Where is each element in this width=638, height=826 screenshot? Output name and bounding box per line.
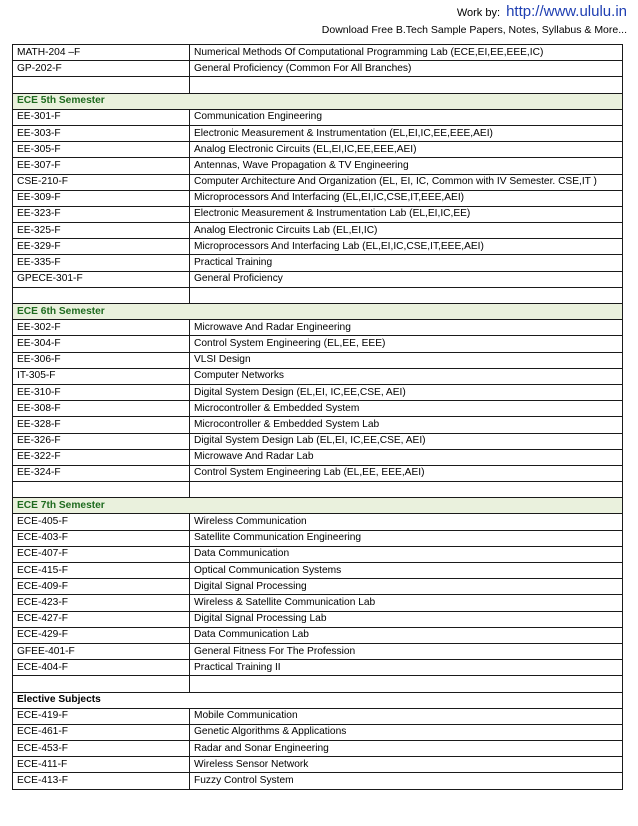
course-title: Wireless Communication <box>190 514 623 530</box>
blank-cell <box>13 77 190 93</box>
course-code: EE-307-F <box>13 158 190 174</box>
table-row <box>13 401 623 417</box>
blank-row <box>13 287 623 303</box>
blank-cell <box>13 287 190 303</box>
course-title: Satellite Communication Engineering <box>190 530 623 546</box>
course-title: Computer Networks <box>190 368 623 384</box>
table-row <box>13 142 623 158</box>
table-row <box>13 546 623 562</box>
course-code: EE-304-F <box>13 336 190 352</box>
table-row <box>13 660 623 676</box>
course-code: ECE-423-F <box>13 595 190 611</box>
table-row <box>13 336 623 352</box>
course-title: Practical Training <box>190 255 623 271</box>
course-title: Control System Engineering (EL,EE, EEE) <box>190 336 623 352</box>
course-title: Digital System Design (EL,EI, IC,EE,CSE, AEI) <box>190 384 623 400</box>
course-code: CSE-210-F <box>13 174 190 190</box>
course-title: Microcontroller & Embedded System <box>190 401 623 417</box>
work-by-label: Work by: <box>456 7 501 19</box>
course-title: Data Communication Lab <box>190 627 623 643</box>
course-code: GP-202-F <box>13 61 190 77</box>
table-row <box>13 45 623 61</box>
blank-row <box>13 676 623 692</box>
course-code: EE-301-F <box>13 109 190 125</box>
semester-heading-row <box>13 304 623 320</box>
course-title: Mobile Communication <box>190 708 623 724</box>
course-code: ECE-419-F <box>13 708 190 724</box>
table-row <box>13 239 623 255</box>
course-code: EE-328-F <box>13 417 190 433</box>
course-title: Analog Electronic Circuits Lab (EL,EI,IC) <box>190 223 623 239</box>
table-row <box>13 433 623 449</box>
table-row <box>13 530 623 546</box>
blank-cell <box>13 676 190 692</box>
page-header <box>322 4 627 38</box>
course-code: ECE-407-F <box>13 546 190 562</box>
table-row <box>13 724 623 740</box>
course-code: MATH-204 –F <box>13 45 190 61</box>
course-code: EE-324-F <box>13 465 190 481</box>
table-row <box>13 109 623 125</box>
table-row <box>13 449 623 465</box>
course-code: ECE-453-F <box>13 741 190 757</box>
table-row <box>13 271 623 287</box>
course-title: Electronic Measurement & Instrumentation (EL,EI,IC,EE,EEE,AEI) <box>190 125 623 141</box>
blank-row <box>13 77 623 93</box>
table-row <box>13 514 623 530</box>
table-row <box>13 352 623 368</box>
course-title: Fuzzy Control System <box>190 773 623 789</box>
course-code: EE-305-F <box>13 142 190 158</box>
blank-cell <box>13 482 190 498</box>
elective-heading: Elective Subjects <box>13 692 623 708</box>
course-code: EE-303-F <box>13 125 190 141</box>
table-row <box>13 563 623 579</box>
table-row <box>13 708 623 724</box>
course-code: EE-325-F <box>13 223 190 239</box>
course-title: Control System Engineering Lab (EL,EE, EEE,AEI) <box>190 465 623 481</box>
course-code: ECE-404-F <box>13 660 190 676</box>
course-title: Digital Signal Processing <box>190 579 623 595</box>
course-code: IT-305-F <box>13 368 190 384</box>
course-title: General Fitness For The Profession <box>190 643 623 659</box>
course-code: EE-308-F <box>13 401 190 417</box>
table-row <box>13 643 623 659</box>
syllabus-table <box>12 44 623 790</box>
course-code: ECE-413-F <box>13 773 190 789</box>
course-title: General Proficiency <box>190 271 623 287</box>
course-title: Communication Engineering <box>190 109 623 125</box>
course-title: Computer Architecture And Organization (EL, EI, IC, Common with IV Semester. CSE,IT ) <box>190 174 623 190</box>
course-code: ECE-427-F <box>13 611 190 627</box>
course-code: EE-302-F <box>13 320 190 336</box>
course-title: General Proficiency (Common For All Branches) <box>190 61 623 77</box>
course-code: EE-329-F <box>13 239 190 255</box>
course-title: Wireless Sensor Network <box>190 757 623 773</box>
table-row <box>13 465 623 481</box>
table-row <box>13 741 623 757</box>
semester-heading: ECE 6th Semester <box>13 304 623 320</box>
course-code: ECE-405-F <box>13 514 190 530</box>
course-title: VLSI Design <box>190 352 623 368</box>
blank-cell <box>190 676 623 692</box>
table-row <box>13 174 623 190</box>
semester-heading: ECE 7th Semester <box>13 498 623 514</box>
course-code: GFEE-401-F <box>13 643 190 659</box>
course-code: GPECE-301-F <box>13 271 190 287</box>
course-title: Numerical Methods Of Computational Programming Lab (ECE,EI,EE,EEE,IC) <box>190 45 623 61</box>
table-row <box>13 125 623 141</box>
table-row <box>13 190 623 206</box>
course-code: ECE-429-F <box>13 627 190 643</box>
table-row <box>13 368 623 384</box>
course-code: EE-335-F <box>13 255 190 271</box>
semester-heading: ECE 5th Semester <box>13 93 623 109</box>
table-row <box>13 579 623 595</box>
table-row <box>13 223 623 239</box>
course-title: Wireless & Satellite Communication Lab <box>190 595 623 611</box>
course-title: Microcontroller & Embedded System Lab <box>190 417 623 433</box>
table-row <box>13 773 623 789</box>
table-row <box>13 595 623 611</box>
course-code: ECE-461-F <box>13 724 190 740</box>
table-row <box>13 158 623 174</box>
course-code: ECE-415-F <box>13 563 190 579</box>
table-row <box>13 627 623 643</box>
course-title: Electronic Measurement & Instrumentation Lab (EL,EI,IC,EE) <box>190 206 623 222</box>
elective-heading-row <box>13 692 623 708</box>
semester-heading-row <box>13 93 623 109</box>
course-code: EE-322-F <box>13 449 190 465</box>
course-title: Radar and Sonar Engineering <box>190 741 623 757</box>
course-title: Digital System Design Lab (EL,EI, IC,EE,CSE, AEI) <box>190 433 623 449</box>
table-row <box>13 320 623 336</box>
table-row <box>13 255 623 271</box>
table-row <box>13 611 623 627</box>
site-link[interactable]: http://www.ululu.in <box>506 3 627 20</box>
course-title: Optical Communication Systems <box>190 563 623 579</box>
course-title: Practical Training II <box>190 660 623 676</box>
blank-cell <box>190 287 623 303</box>
table-row <box>13 384 623 400</box>
blank-cell <box>190 77 623 93</box>
table-row <box>13 757 623 773</box>
course-title: Digital Signal Processing Lab <box>190 611 623 627</box>
table-row <box>13 417 623 433</box>
blank-cell <box>190 482 623 498</box>
course-code: EE-310-F <box>13 384 190 400</box>
tagline: Download Free B.Tech Sample Papers, Notes, Syllabus & More... <box>321 24 627 36</box>
table-row <box>13 61 623 77</box>
course-code: EE-306-F <box>13 352 190 368</box>
course-code: EE-326-F <box>13 433 190 449</box>
semester-heading-row <box>13 498 623 514</box>
course-title: Microwave And Radar Engineering <box>190 320 623 336</box>
course-code: EE-323-F <box>13 206 190 222</box>
course-code: EE-309-F <box>13 190 190 206</box>
course-title: Microwave And Radar Lab <box>190 449 623 465</box>
course-title: Antennas, Wave Propagation & TV Engineering <box>190 158 623 174</box>
course-code: ECE-403-F <box>13 530 190 546</box>
course-title: Microprocessors And Interfacing Lab (EL,EI,IC,CSE,IT,EEE,AEI) <box>190 239 623 255</box>
course-title: Microprocessors And Interfacing (EL,EI,IC,CSE,IT,EEE,AEI) <box>190 190 623 206</box>
blank-row <box>13 482 623 498</box>
course-code: ECE-411-F <box>13 757 190 773</box>
work-by-line <box>322 4 627 21</box>
course-title: Data Communication <box>190 546 623 562</box>
course-title: Genetic Algorithms & Applications <box>190 724 623 740</box>
course-code: ECE-409-F <box>13 579 190 595</box>
course-title: Analog Electronic Circuits (EL,EI,IC,EE,EEE,AEI) <box>190 142 623 158</box>
table-row <box>13 206 623 222</box>
